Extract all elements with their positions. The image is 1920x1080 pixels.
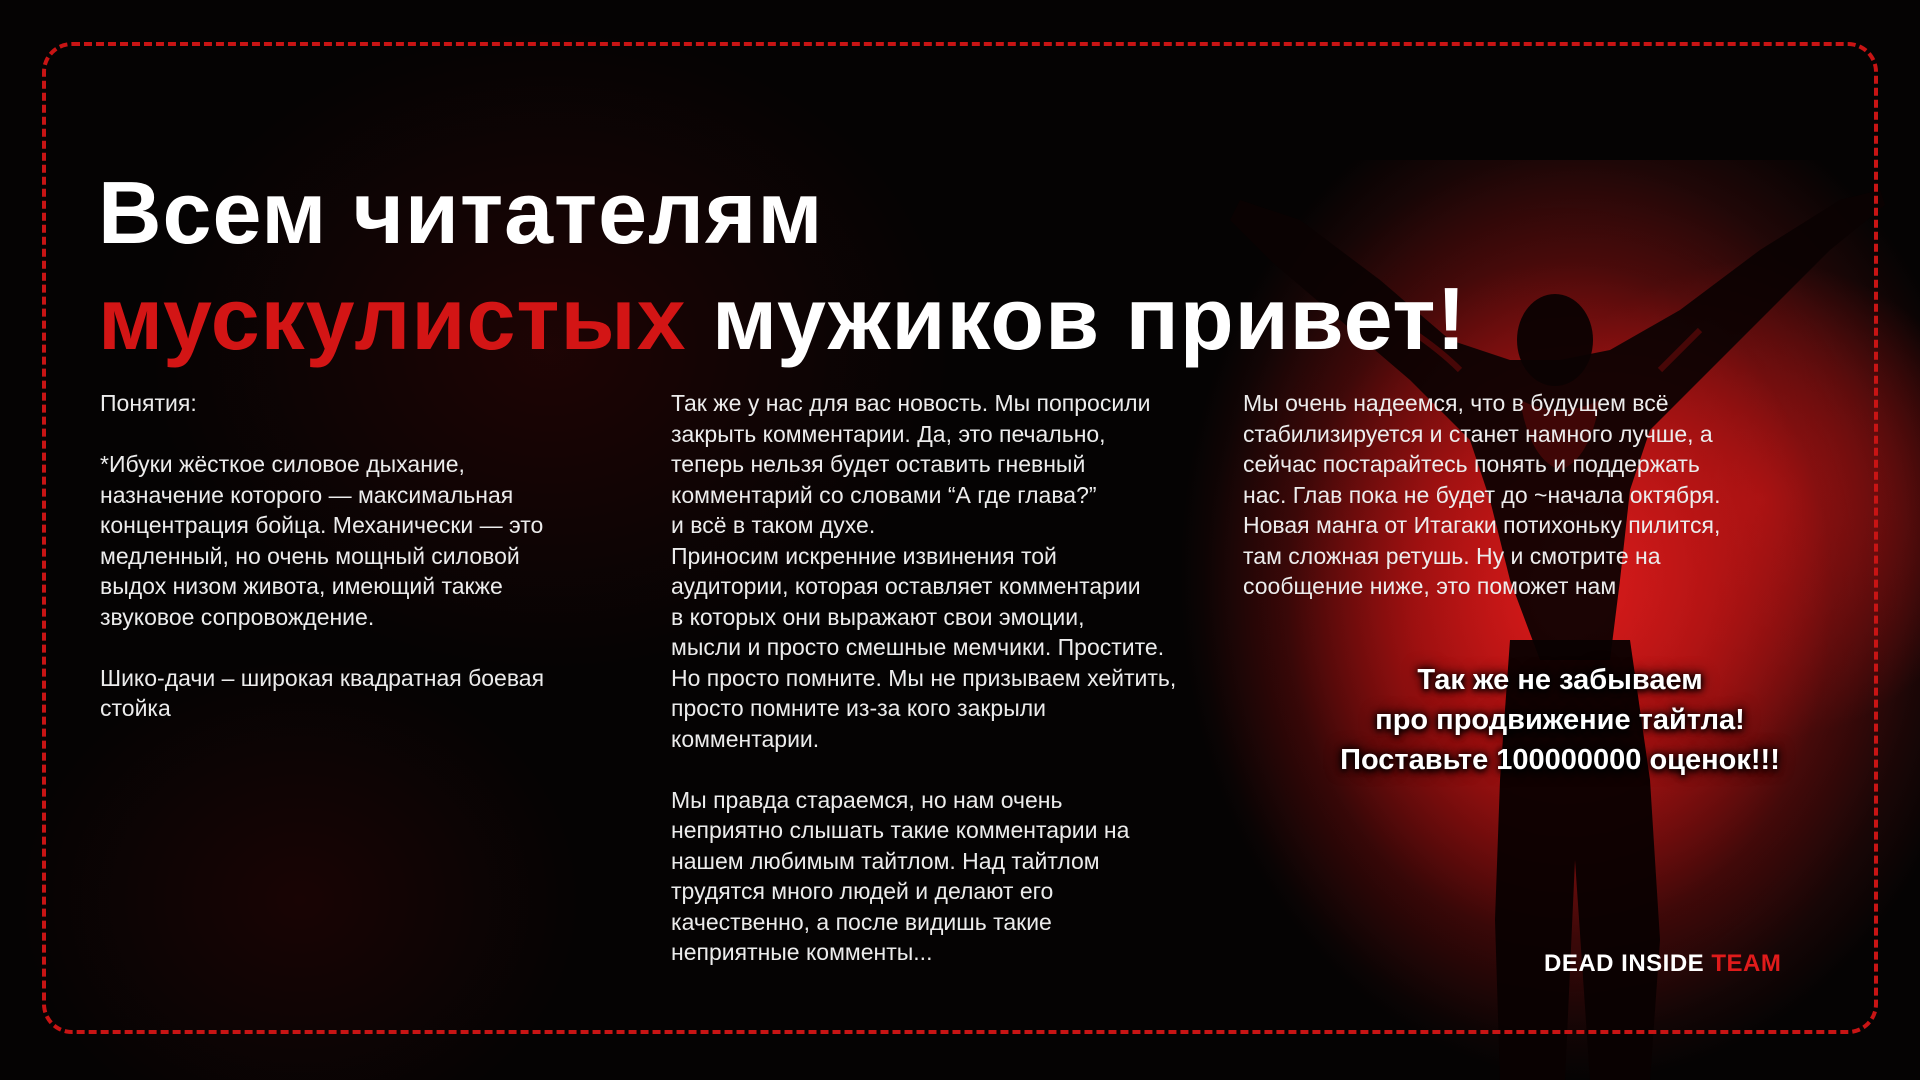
column1-paragraph: Шико-дачи – широкая квадратная боевая стойка (100, 664, 545, 721)
column-concepts (100, 388, 640, 724)
column2-paragraph: Так же у нас для вас новость. Мы попросили закрыть комментарии. Да, это печально, теперь нельзя будет оставить гневный комментарий со словами “А где глава?” и всё в таком духе. Приносим искренние извинения той аудитории, которая оставляет комментарии в которых они выражают свои эмоции, мысли и просто смешные мемчики. Простите. Но просто помните. Мы не призываем хейтить, просто помните из-за кого закрыли комментарии. (671, 390, 1177, 752)
team-name-red: TEAM (1711, 950, 1782, 977)
column2-paragraph: Мы правда стараемся, но нам очень неприятно слышать такие комментарии на нашем любимым тайтлом. Над тайтлом трудятся много людей и делают его качественно, а после видишь такие неприятные комменты... (671, 786, 1130, 965)
promo-line: про продвижение тайтла! (1375, 704, 1745, 736)
title-line2-white: мужиков привет! (686, 269, 1467, 368)
column-news (671, 388, 1251, 968)
column3-paragraph: Мы очень надеемся, что в будущем всё стабилизируется и станет намного лучше, а сейчас постарайтесь понять и поддержать нас. Глав пока не будет до ~начала октября. Новая манга от Итагаки потихоньку пилится, там сложная ретушь. Ну и смотрите на сообщение ниже, это поможет нам (1243, 390, 1721, 599)
team-signature (1544, 950, 1781, 978)
team-name-white: DEAD INSIDE (1544, 950, 1712, 977)
promo-line: Поставьте 100000000 оценок!!! (1340, 744, 1780, 776)
page-title (98, 160, 1598, 372)
column1-paragraph: Понятия: (100, 390, 197, 416)
column-hopes (1243, 388, 1823, 602)
title-line2-red: мускулистых (98, 269, 687, 368)
column1-paragraph: *Ибуки жёсткое силовое дыхание, назначение которого — максимальная концентрация бойца. Механически — это медленный, но очень мощный силовой выдох низом живота, имеющий также звуковое сопровождение. (100, 451, 544, 630)
promo-line: Так же не забываем (1417, 664, 1703, 696)
promo-callout (1290, 660, 1830, 780)
title-line1: Всем читателям (98, 163, 824, 262)
